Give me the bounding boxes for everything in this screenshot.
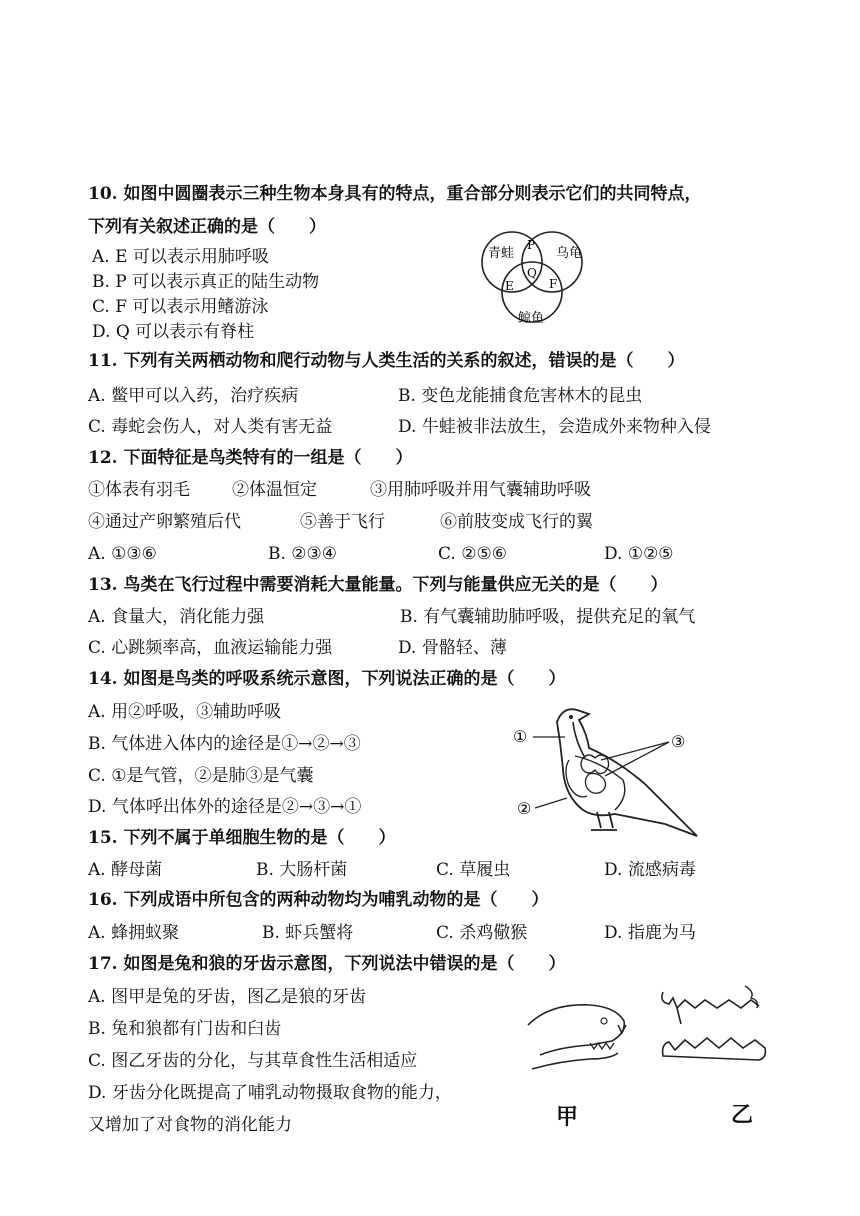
q10-stem-line1: 10. 如图中圆圈表示三种生物本身具有的特点，重合部分则表示它们的共同特点， [88, 184, 702, 204]
rabbit-teeth-diagram [520, 985, 650, 1095]
q12-stem: 12. 下面特征是鸟类特有的一组是（ ） [88, 448, 413, 468]
q10-option-a: A. E 可以表示用肺呼吸 [92, 247, 269, 267]
q14-option-d: D. 气体呼出体外的途径是②→③→① [88, 797, 362, 817]
bird-respiratory-diagram [505, 700, 705, 845]
venn-label-frog: 青蛙 [488, 246, 515, 261]
q16-option-b: B. 虾兵蟹将 [262, 923, 354, 943]
q11-option-d: D. 牛蛙被非法放生，会造成外来物种入侵 [398, 417, 711, 437]
q11-option-a: A. 鳖甲可以入药，治疗疾病 [88, 386, 299, 406]
q14-option-a: A. 用②呼吸，③辅助呼吸 [88, 702, 282, 722]
bird-eye [569, 715, 573, 719]
wolf-teeth-diagram [655, 978, 780, 1088]
q11-option-c: C. 毒蛇会伤人，对人类有害无益 [88, 417, 333, 437]
q15-option-b: B. 大肠杆菌 [256, 860, 348, 880]
q17-option-d: D. 牙齿分化既提高了哺乳动物摄取食物的能力， [88, 1083, 452, 1103]
q14-stem: 14. 如图是鸟类的呼吸系统示意图，下列说法正确的是（ ） [88, 669, 566, 689]
venn-label-whale: 鲸鱼 [518, 311, 545, 326]
q12-option-a: A. ①③⑥ [88, 544, 157, 564]
bird-label-3: ③ [671, 732, 686, 751]
q15-stem: 15. 下列不属于单细胞生物的是（ ） [88, 828, 396, 848]
venn-label-q: Q [527, 266, 537, 280]
venn-label-f: F [549, 277, 558, 291]
q16-option-a: A. 蜂拥蚁聚 [88, 923, 180, 943]
q17-option-a: A. 图甲是兔的牙齿，图乙是狼的牙齿 [88, 987, 367, 1007]
wolf-lower-teeth [663, 1038, 766, 1060]
q17-option-b: B. 兔和狼都有门齿和臼齿 [88, 1019, 282, 1039]
air-sac [585, 774, 605, 794]
q11-option-b: B. 变色龙能捕食危害林木的昆虫 [398, 386, 643, 406]
pointer-3b [605, 742, 669, 776]
venn-label-e: E [505, 279, 514, 293]
rabbit-incisor [618, 1025, 626, 1033]
q12-item-2: ②体温恒定 [232, 480, 317, 500]
wolf-jaw-joint [745, 986, 757, 1008]
wolf-upper-teeth [662, 992, 759, 1008]
q10-option-d: D. Q 可以表示有脊柱 [92, 322, 255, 342]
bird-label-2: ② [517, 799, 532, 818]
q10-option-b: B. P 可以表示真正的陆生动物 [92, 272, 320, 292]
rabbit-upper-jaw [528, 1005, 624, 1055]
q10-option-c: C. F 可以表示用鳍游泳 [92, 297, 269, 317]
rabbit-lower-jaw [532, 1053, 618, 1069]
figure-label-jia: 甲 [556, 1104, 579, 1130]
q13-option-a: A. 食量大，消化能力强 [88, 607, 265, 627]
q12-item-4: ④通过产卵繁殖后代 [88, 512, 241, 532]
q13-option-b: B. 有气囊辅助肺呼吸，提供充足的氧气 [400, 607, 696, 627]
bird-outline [557, 709, 697, 836]
q15-option-c: C. 草履虫 [436, 860, 511, 880]
wolf-canine-upper [677, 1008, 681, 1024]
venn-label-turtle: 乌龟 [556, 246, 583, 261]
q14-option-c: C. ①是气管，②是肺③是气囊 [88, 766, 314, 786]
q13-option-d: D. 骨骼轻、薄 [398, 638, 507, 658]
venn-diagram [474, 222, 594, 334]
q16-option-d: D. 指鹿为马 [604, 923, 696, 943]
q12-item-1: ①体表有羽毛 [88, 480, 190, 500]
q13-stem: 13. 鸟类在飞行过程中需要消耗大量能量。下列与能量供应无关的是（ ） [88, 575, 668, 595]
q11-stem: 11. 下列有关两栖动物和爬行动物与人类生活的关系的叙述，错误的是（ ） [88, 351, 685, 371]
q15-option-a: A. 酵母菌 [88, 860, 163, 880]
pointer-3a [601, 742, 669, 760]
venn-label-p: P [527, 238, 536, 252]
q12-option-c: C. ②⑤⑥ [438, 544, 507, 564]
rabbit-eye-socket [601, 1018, 607, 1024]
q12-item-5: ⑤善于飞行 [300, 512, 385, 532]
bird-label-1: ① [513, 727, 528, 746]
q16-stem: 16. 下列成语中所包含的两种动物均为哺乳动物的是（ ） [88, 890, 549, 910]
q12-item-6: ⑥前肢变成飞行的翼 [440, 512, 593, 532]
q15-option-d: D. 流感病毒 [604, 860, 696, 880]
q10-stem-line2: 下列有关叙述正确的是（ ） [88, 217, 326, 237]
q12-option-b: B. ②③④ [268, 544, 338, 564]
q17-option-d-cont: 又增加了对食物的消化能力 [88, 1115, 292, 1135]
q16-option-c: C. 杀鸡儆猴 [436, 923, 528, 943]
q13-option-c: C. 心跳频率高，血液运输能力强 [88, 638, 333, 658]
pointer-2 [535, 798, 567, 808]
q17-option-c: C. 图乙牙齿的分化，与其草食性生活相适应 [88, 1051, 418, 1071]
q12-option-d: D. ①②⑤ [604, 544, 674, 564]
figure-label-yi: 乙 [731, 1102, 754, 1128]
q12-item-3: ③用肺呼吸并用气囊辅助呼吸 [370, 480, 591, 500]
q14-option-b: B. 气体进入体内的途径是①→②→③ [88, 734, 361, 754]
q17-stem: 17. 如图是兔和狼的牙齿示意图，下列说法中错误的是（ ） [88, 954, 566, 974]
